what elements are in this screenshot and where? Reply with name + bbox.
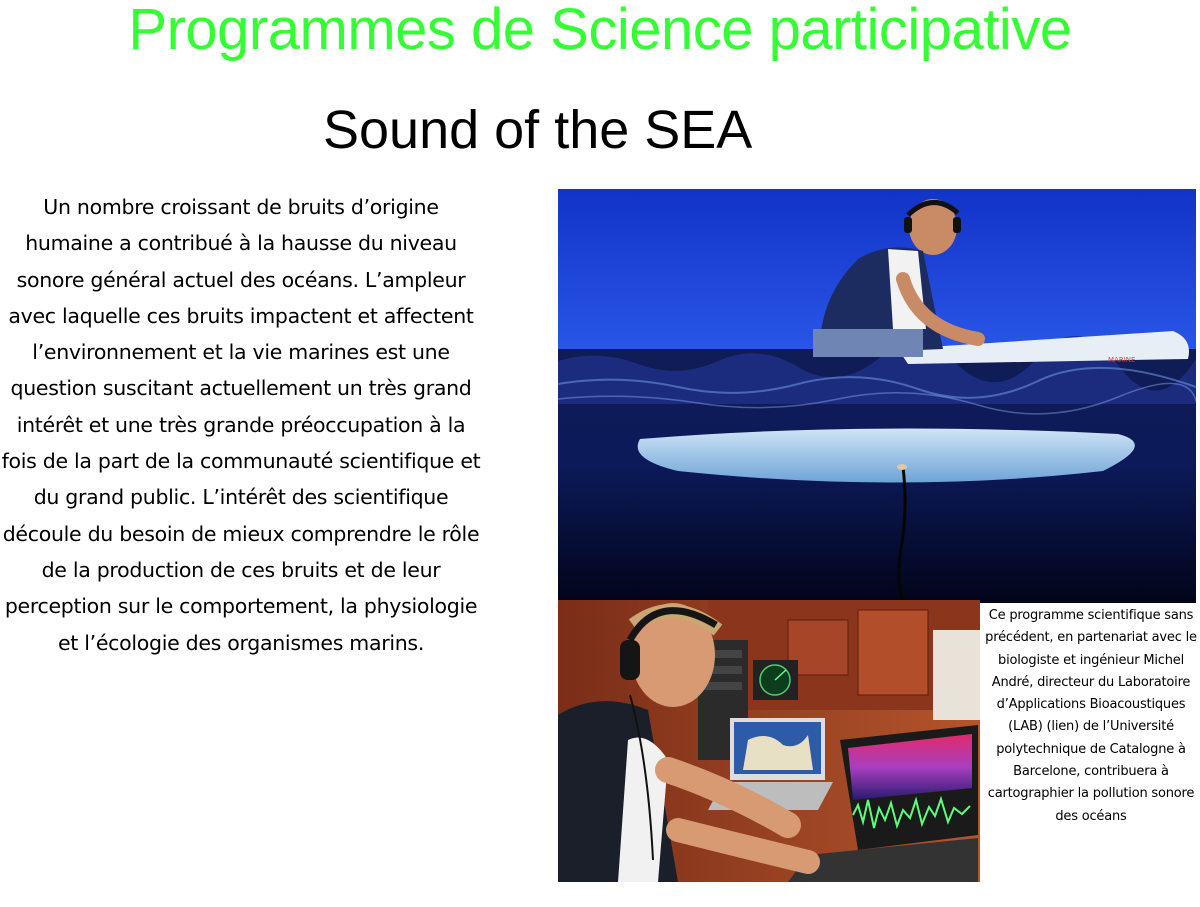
page-subtitle: Sound of the SEA xyxy=(323,100,753,160)
photo-surfboard-hydrophone xyxy=(558,189,1196,603)
photo-caption: Ce programme scientifique sans précédent, en partenariat avec le biologiste et ingénieur Michel André, directeur du Laboratoire d’Applications Bioacoustiques (LAB) (lien) de l’Université polytechnique de Catalogne à Barcelone, contribuera à cartographier la pollution sonore des océans xyxy=(985,608,1197,824)
svg-text:MARINE: MARINE xyxy=(1108,356,1136,364)
photo-cabin-laptops xyxy=(558,600,980,882)
body-paragraph: Un nombre croissant de bruits d’origine humaine a contribué à la hausse du niveau sonore général actuel des océans. L’ampleur avec laquelle ces bruits impactent et affectent l’environnement et la vie marines est une question suscitant actuellement un très grand intérêt et une très grande préoccupation à la fois de la part de la communauté scientifique et du grand public. L’intérêt des scientifique découle du besoin de mieux comprendre le rôle de la production de ces bruits et de leur perception sur le comportement, la physiologie et l’écologie des organismes marins. xyxy=(1,195,481,655)
page-title: Programmes de Science participative xyxy=(128,0,1072,62)
